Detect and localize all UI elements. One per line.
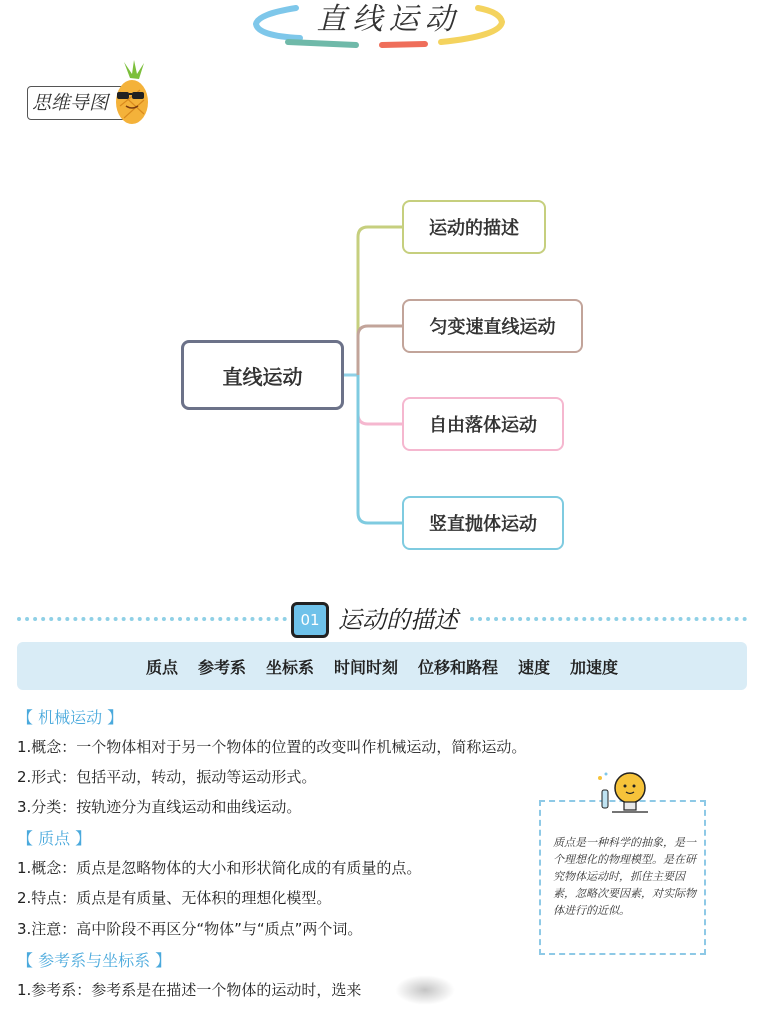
mindmap-root: 直线运动 [181, 340, 344, 410]
section-divider-right [470, 617, 747, 621]
nav-item-time[interactable]: 时间时刻 [333, 657, 398, 677]
paragraph: 2.特点：质点是有质量、无体积的理想化模型。 [17, 889, 332, 907]
mindmap-branch-uniform-acceleration: 匀变速直线运动 [402, 299, 583, 353]
topic-nav-bar [17, 642, 747, 690]
paragraph: 3.分类：按轨迹分为直线运动和曲线运动。 [17, 798, 302, 816]
nav-item-coordinate-system[interactable]: 坐标系 [265, 657, 314, 677]
mindmap-branch-free-fall: 自由落体运动 [402, 397, 564, 451]
section-number: 01 [291, 602, 329, 638]
truncation-fade [395, 975, 455, 1005]
heading-mechanical-motion: 【 机械运动 】 [17, 708, 124, 727]
mindmap-branch-vertical-projectile: 竖直抛体运动 [402, 496, 564, 550]
paragraph: 1.概念：质点是忽略物体的大小和形状简化成的有质量的点。 [17, 859, 422, 877]
nav-item-displacement[interactable]: 位移和路程 [418, 657, 499, 677]
note-text: 质点是一种科学的抽象，是一个理想化的物理模型。是在研究物体运动时，抓住主要因素，忽略次要因素，对实际物体进行的近似。 [553, 836, 696, 917]
lightbulb-icon [592, 768, 652, 818]
paragraph: 2.形式：包括平动，转动，振动等运动形式。 [17, 768, 317, 786]
section-title: 运动的描述 [338, 600, 466, 635]
paragraph: 1.参考系：参考系是在描述一个物体的运动时，选来 [17, 981, 362, 999]
paragraph: 1.概念：一个物体相对于另一个物体的位置的改变叫作机械运动，简称运动。 [17, 738, 527, 756]
nav-item-velocity[interactable]: 速度 [518, 657, 551, 677]
note-card [539, 800, 706, 955]
paragraph: 3.注意：高中阶段不再区分“物体”与“质点”两个词。 [17, 920, 363, 938]
heading-particle: 【 质点 】 [17, 829, 92, 848]
heading-reference-frame: 【 参考系与坐标系 】 [17, 951, 172, 970]
nav-item-acceleration[interactable]: 加速度 [570, 657, 619, 677]
mindmap-branch-motion-description: 运动的描述 [402, 200, 546, 254]
page-title: 直线运动 [316, 2, 461, 37]
section-divider-left [17, 617, 287, 621]
nav-item-particle[interactable]: 质点 [145, 657, 178, 677]
mindmap-badge: 思维导图 [27, 86, 143, 120]
nav-item-reference-frame[interactable]: 参考系 [197, 657, 246, 677]
